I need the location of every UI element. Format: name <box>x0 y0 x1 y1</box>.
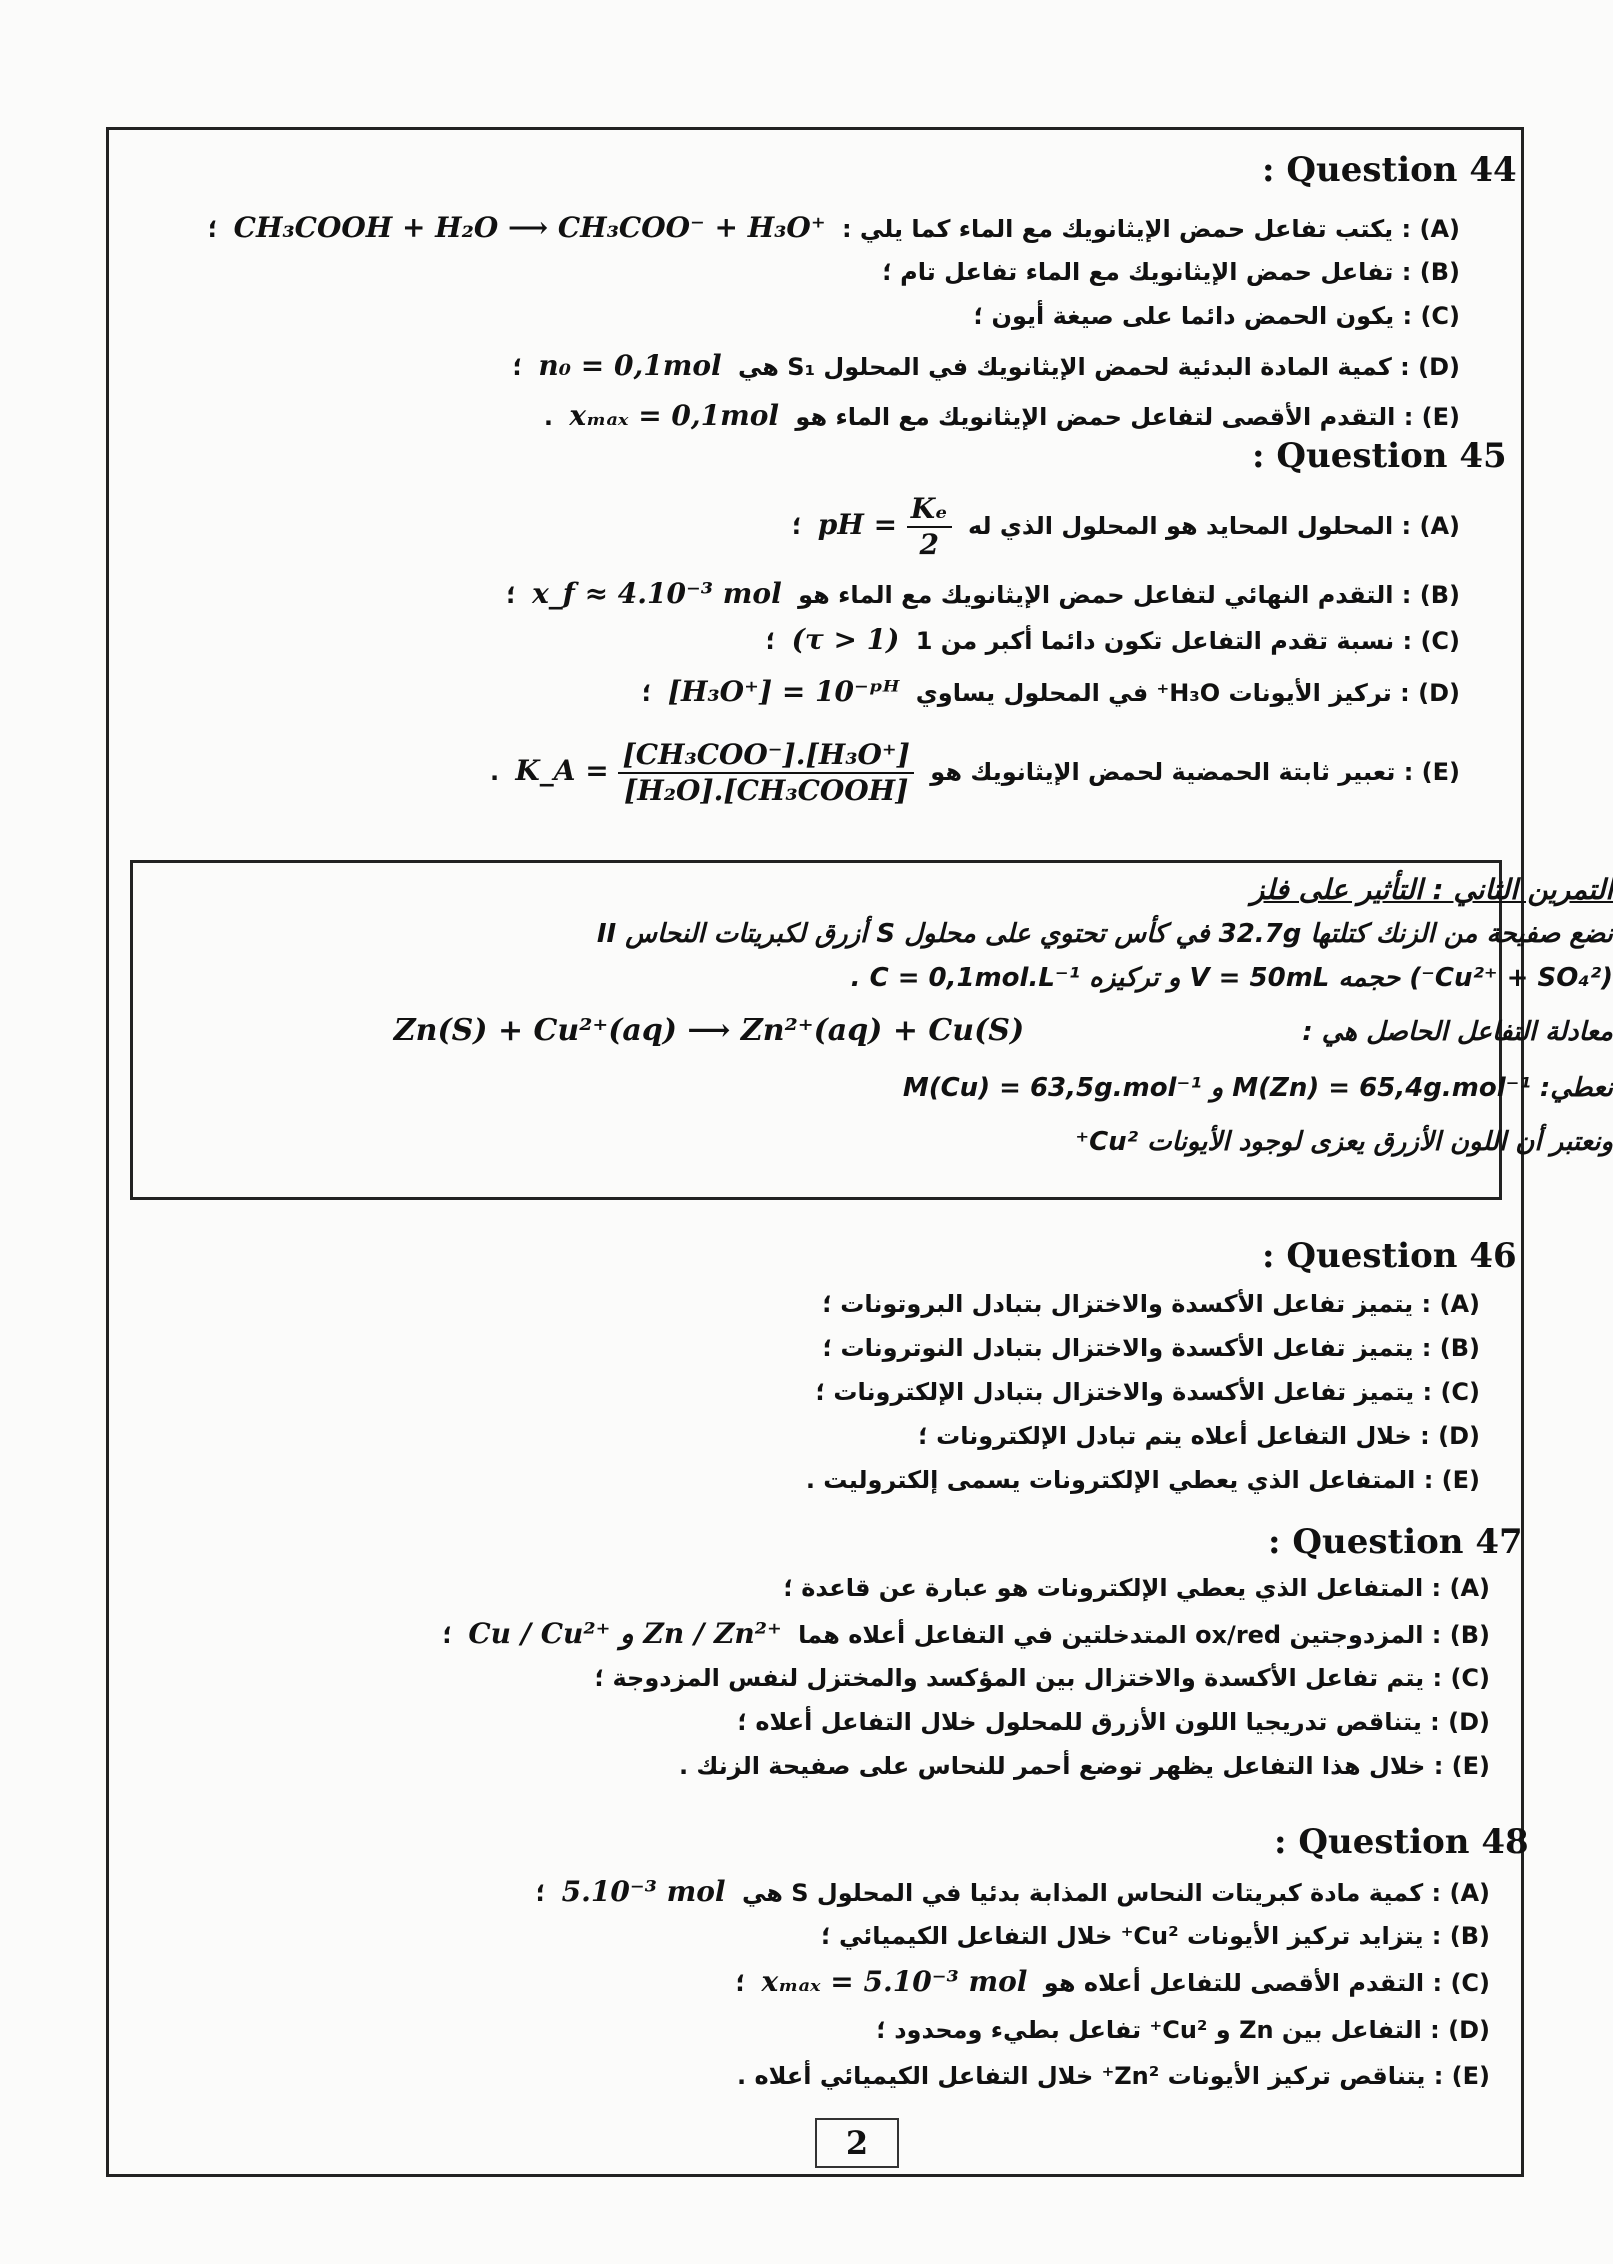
q46-option-d <box>200 1416 1480 1456</box>
q48-option-b <box>200 1916 1490 1956</box>
option-label: (D) <box>1418 679 1460 707</box>
option-math: n₀ = 0,1mol <box>538 349 722 382</box>
option-label: (B) <box>1419 581 1460 609</box>
option-math: Cu / Cu²⁺ و Zn / Zn²⁺ <box>468 1617 782 1650</box>
exercise-line-4: نعطي: M(Zn) = 65,4g.mol⁻¹ و M(Cu) = 63,5g.mol⁻¹ <box>902 1073 1613 1103</box>
option-math: [H₃O⁺] = 10⁻ᵖᴴ <box>667 675 900 708</box>
question-47-title: : Question 47 <box>1268 1522 1523 1562</box>
q45-option-d <box>200 672 1460 712</box>
option-text: : يتناقص تركيز الأيونات Zn²⁺ خلال التفاعل الكيميائي أعلاه . <box>737 2062 1444 2090</box>
question-45-title: : Question 45 <box>1252 436 1507 476</box>
option-text: : التقدم النهائي لتفاعل حمض الإيثانويك مع الماء هو <box>798 581 1412 609</box>
q47-option-a <box>200 1568 1490 1608</box>
option-label: (A) <box>1419 215 1460 243</box>
q46-option-b <box>200 1328 1480 1368</box>
q45-option-c <box>200 620 1460 660</box>
option-end: ؛ <box>765 627 776 655</box>
option-text: : يتم تفاعل الأكسدة والاختزال بين المؤكسد والمختزل لنفس المزدوجة ؛ <box>594 1664 1443 1692</box>
option-label: (C) <box>1420 627 1460 655</box>
q47-option-d <box>200 1702 1490 1742</box>
q46-option-a <box>200 1284 1480 1324</box>
option-text: : التفاعل بين Zn و Cu²⁺ تفاعل بطيء ومحدود ؛ <box>876 2016 1440 2044</box>
option-text: : يكون الحمض دائما على صيغة أيون ؛ <box>973 302 1413 330</box>
q47-option-c <box>200 1658 1490 1698</box>
option-end: ؛ <box>442 1621 452 1649</box>
option-label: (B) <box>1419 258 1460 286</box>
reaction-equation: Zn(S) + Cu²⁺(aq) ⟶ Zn²⁺(aq) + Cu(S) <box>393 1013 1025 1048</box>
q47-option-e <box>200 1746 1490 1786</box>
option-text: : المزدوجتين ox/red المتدخلتين في التفاعل أعلاه هما <box>798 1621 1442 1649</box>
math-left: K_A = <box>515 754 609 787</box>
q45-option-e <box>200 736 1460 806</box>
option-text: : التقدم الأقصى لتفاعل حمض الإيثانويك مع الماء هو <box>795 403 1414 431</box>
option-label: (C) <box>1450 1664 1490 1692</box>
option-end: ؛ <box>641 679 652 707</box>
numerator: [CH₃COO⁻].[H₃O⁺] <box>618 738 913 774</box>
option-label: (D) <box>1448 2016 1490 2044</box>
option-end: ؛ <box>512 353 523 381</box>
exercise-line-2: (Cu²⁺ + SO₄²⁻) حجمه V = 50mL و تركيزه C = 0,1mol.L⁻¹ . <box>850 963 1613 993</box>
option-end: . <box>489 758 500 786</box>
option-math <box>515 736 914 808</box>
exercise-line-3-text: معادلة التفاعل الحاصل هي : <box>1302 1017 1613 1047</box>
numerator: Kₑ <box>907 492 952 528</box>
option-end: ؛ <box>535 1879 546 1907</box>
option-label: (D) <box>1438 1422 1480 1450</box>
math-left: pH = <box>817 508 898 541</box>
option-math: x_f ≈ 4.10⁻³ mol <box>532 577 782 610</box>
option-math: CH₃COOH + H₂O ⟶ CH₃COO⁻ + H₃O⁺ <box>233 211 826 244</box>
option-math: 5.10⁻³ mol <box>561 1875 726 1908</box>
q46-option-e <box>200 1460 1480 1500</box>
option-end: ؛ <box>791 512 802 540</box>
q48-option-d <box>200 2010 1490 2050</box>
option-label: (E) <box>1441 1466 1480 1494</box>
q46-option-c <box>200 1372 1480 1412</box>
option-text: : خلال التفاعل أعلاه يتم تبادل الإلكترونات ؛ <box>918 1422 1430 1450</box>
question-46-title: : Question 46 <box>1262 1236 1517 1276</box>
page-number: 2 <box>815 2118 899 2168</box>
denominator: [H₂O].[CH₃COOH] <box>624 773 909 807</box>
option-text: : تفاعل حمض الإيثانويك مع الماء تفاعل تام ؛ <box>882 258 1412 286</box>
option-math <box>818 490 952 562</box>
option-text: : يتميز تفاعل الأكسدة والاختزال بتبادل البروتونات ؛ <box>822 1290 1432 1318</box>
option-end: ؛ <box>735 1969 746 1997</box>
option-end: . <box>543 403 554 431</box>
option-label: (A) <box>1439 1290 1480 1318</box>
option-label: (A) <box>1419 512 1460 540</box>
option-text: : كمية المادة البدئية لحمض الإيثانويك في المحلول S₁ هي <box>738 353 1410 381</box>
option-math: (τ > 1) <box>791 623 900 656</box>
option-label: (A) <box>1449 1574 1490 1602</box>
q47-option-b <box>200 1614 1490 1654</box>
option-text: : يتناقص تدريجيا اللون الأزرق للمحلول خلال التفاعل أعلاه ؛ <box>737 1708 1440 1736</box>
option-label: (C) <box>1450 1969 1490 1997</box>
q44-option-c <box>200 296 1460 336</box>
q45-option-a <box>200 490 1460 560</box>
fraction <box>907 492 952 562</box>
option-text: : التقدم الأقصى للتفاعل أعلاه هو <box>1043 1969 1443 1997</box>
option-text: : نسبة تقدم التفاعل تكون دائما أكبر من 1 <box>915 627 1413 655</box>
option-label: (E) <box>1421 403 1460 431</box>
question-44-title: : Question 44 <box>1262 150 1517 190</box>
option-label: (E) <box>1451 1752 1490 1780</box>
q48-option-a <box>200 1872 1490 1912</box>
option-label: (B) <box>1439 1334 1480 1362</box>
q44-option-a <box>200 208 1460 248</box>
option-label: (D) <box>1418 353 1460 381</box>
option-label: (B) <box>1449 1922 1490 1950</box>
q44-option-b <box>200 252 1460 292</box>
option-end: ؛ <box>207 215 218 243</box>
q48-option-c <box>200 1962 1490 2002</box>
option-text: : تركيز الأيونات H₃O⁺ في المحلول يساوي <box>915 679 1410 707</box>
exercise-line-5: ونعتبر أن اللون الأزرق يعزى لوجود الأيونات Cu²⁺ <box>1075 1127 1613 1157</box>
question-48-title: : Question 48 <box>1274 1822 1529 1862</box>
option-label: (A) <box>1449 1879 1490 1907</box>
option-label: (E) <box>1421 758 1460 786</box>
option-text: : تعبير ثابتة الحمضية لحمض الإيثانويك هو <box>930 758 1414 786</box>
option-text: : يكتب تفاعل حمض الإيثانويك مع الماء كما يلي : <box>841 215 1412 243</box>
option-text: : المحلول المحايد هو المحلول الذي له <box>967 512 1412 540</box>
option-label: (B) <box>1449 1621 1490 1649</box>
option-label: (E) <box>1451 2062 1490 2090</box>
option-text: : يتزايد تركيز الأيونات Cu²⁺ خلال التفاعل الكيميائي ؛ <box>821 1922 1442 1950</box>
option-text: : كمية مادة كبريتات النحاس المذابة بدئيا في المحلول S هي <box>741 1879 1442 1907</box>
q44-option-e <box>200 396 1460 436</box>
exercise-line-1: نضع صفيحة من الزنك كتلتها 32.7g في كأس تحتوي على محلول S أزرق لكبريتات النحاس II <box>596 919 1613 949</box>
exercise-line-3 <box>153 1013 1613 1048</box>
option-text: : المتفاعل الذي يعطي الإلكترونات هو عبارة عن قاعدة ؛ <box>783 1574 1442 1602</box>
option-label: (C) <box>1420 302 1460 330</box>
q48-option-e <box>200 2056 1490 2096</box>
denominator: 2 <box>919 527 939 561</box>
option-label: (C) <box>1440 1378 1480 1406</box>
q45-option-b <box>200 574 1460 614</box>
exercise-box <box>130 860 1613 1200</box>
option-math: xₘₐₓ = 5.10⁻³ mol <box>761 1965 1028 1998</box>
q44-option-d <box>200 346 1460 386</box>
option-text: : خلال هذا التفاعل يظهر توضع أحمر للنحاس على صفيحة الزنك . <box>678 1752 1444 1780</box>
option-label: (D) <box>1448 1708 1490 1736</box>
option-text: : يتميز تفاعل الأكسدة والاختزال بتبادل النوترونات ؛ <box>822 1334 1432 1362</box>
fraction <box>618 738 913 808</box>
option-text: : المتفاعل الذي يعطي الإلكترونات يسمى إلكتروليت . <box>805 1466 1434 1494</box>
exercise-title: التمرين الثاني : التأثير على فلز <box>1250 873 1613 906</box>
option-end: ؛ <box>506 581 516 609</box>
option-text: : يتميز تفاعل الأكسدة والاختزال بتبادل الإلكترونات ؛ <box>815 1378 1433 1406</box>
option-math: xₘₐₓ = 0,1mol <box>569 399 780 432</box>
